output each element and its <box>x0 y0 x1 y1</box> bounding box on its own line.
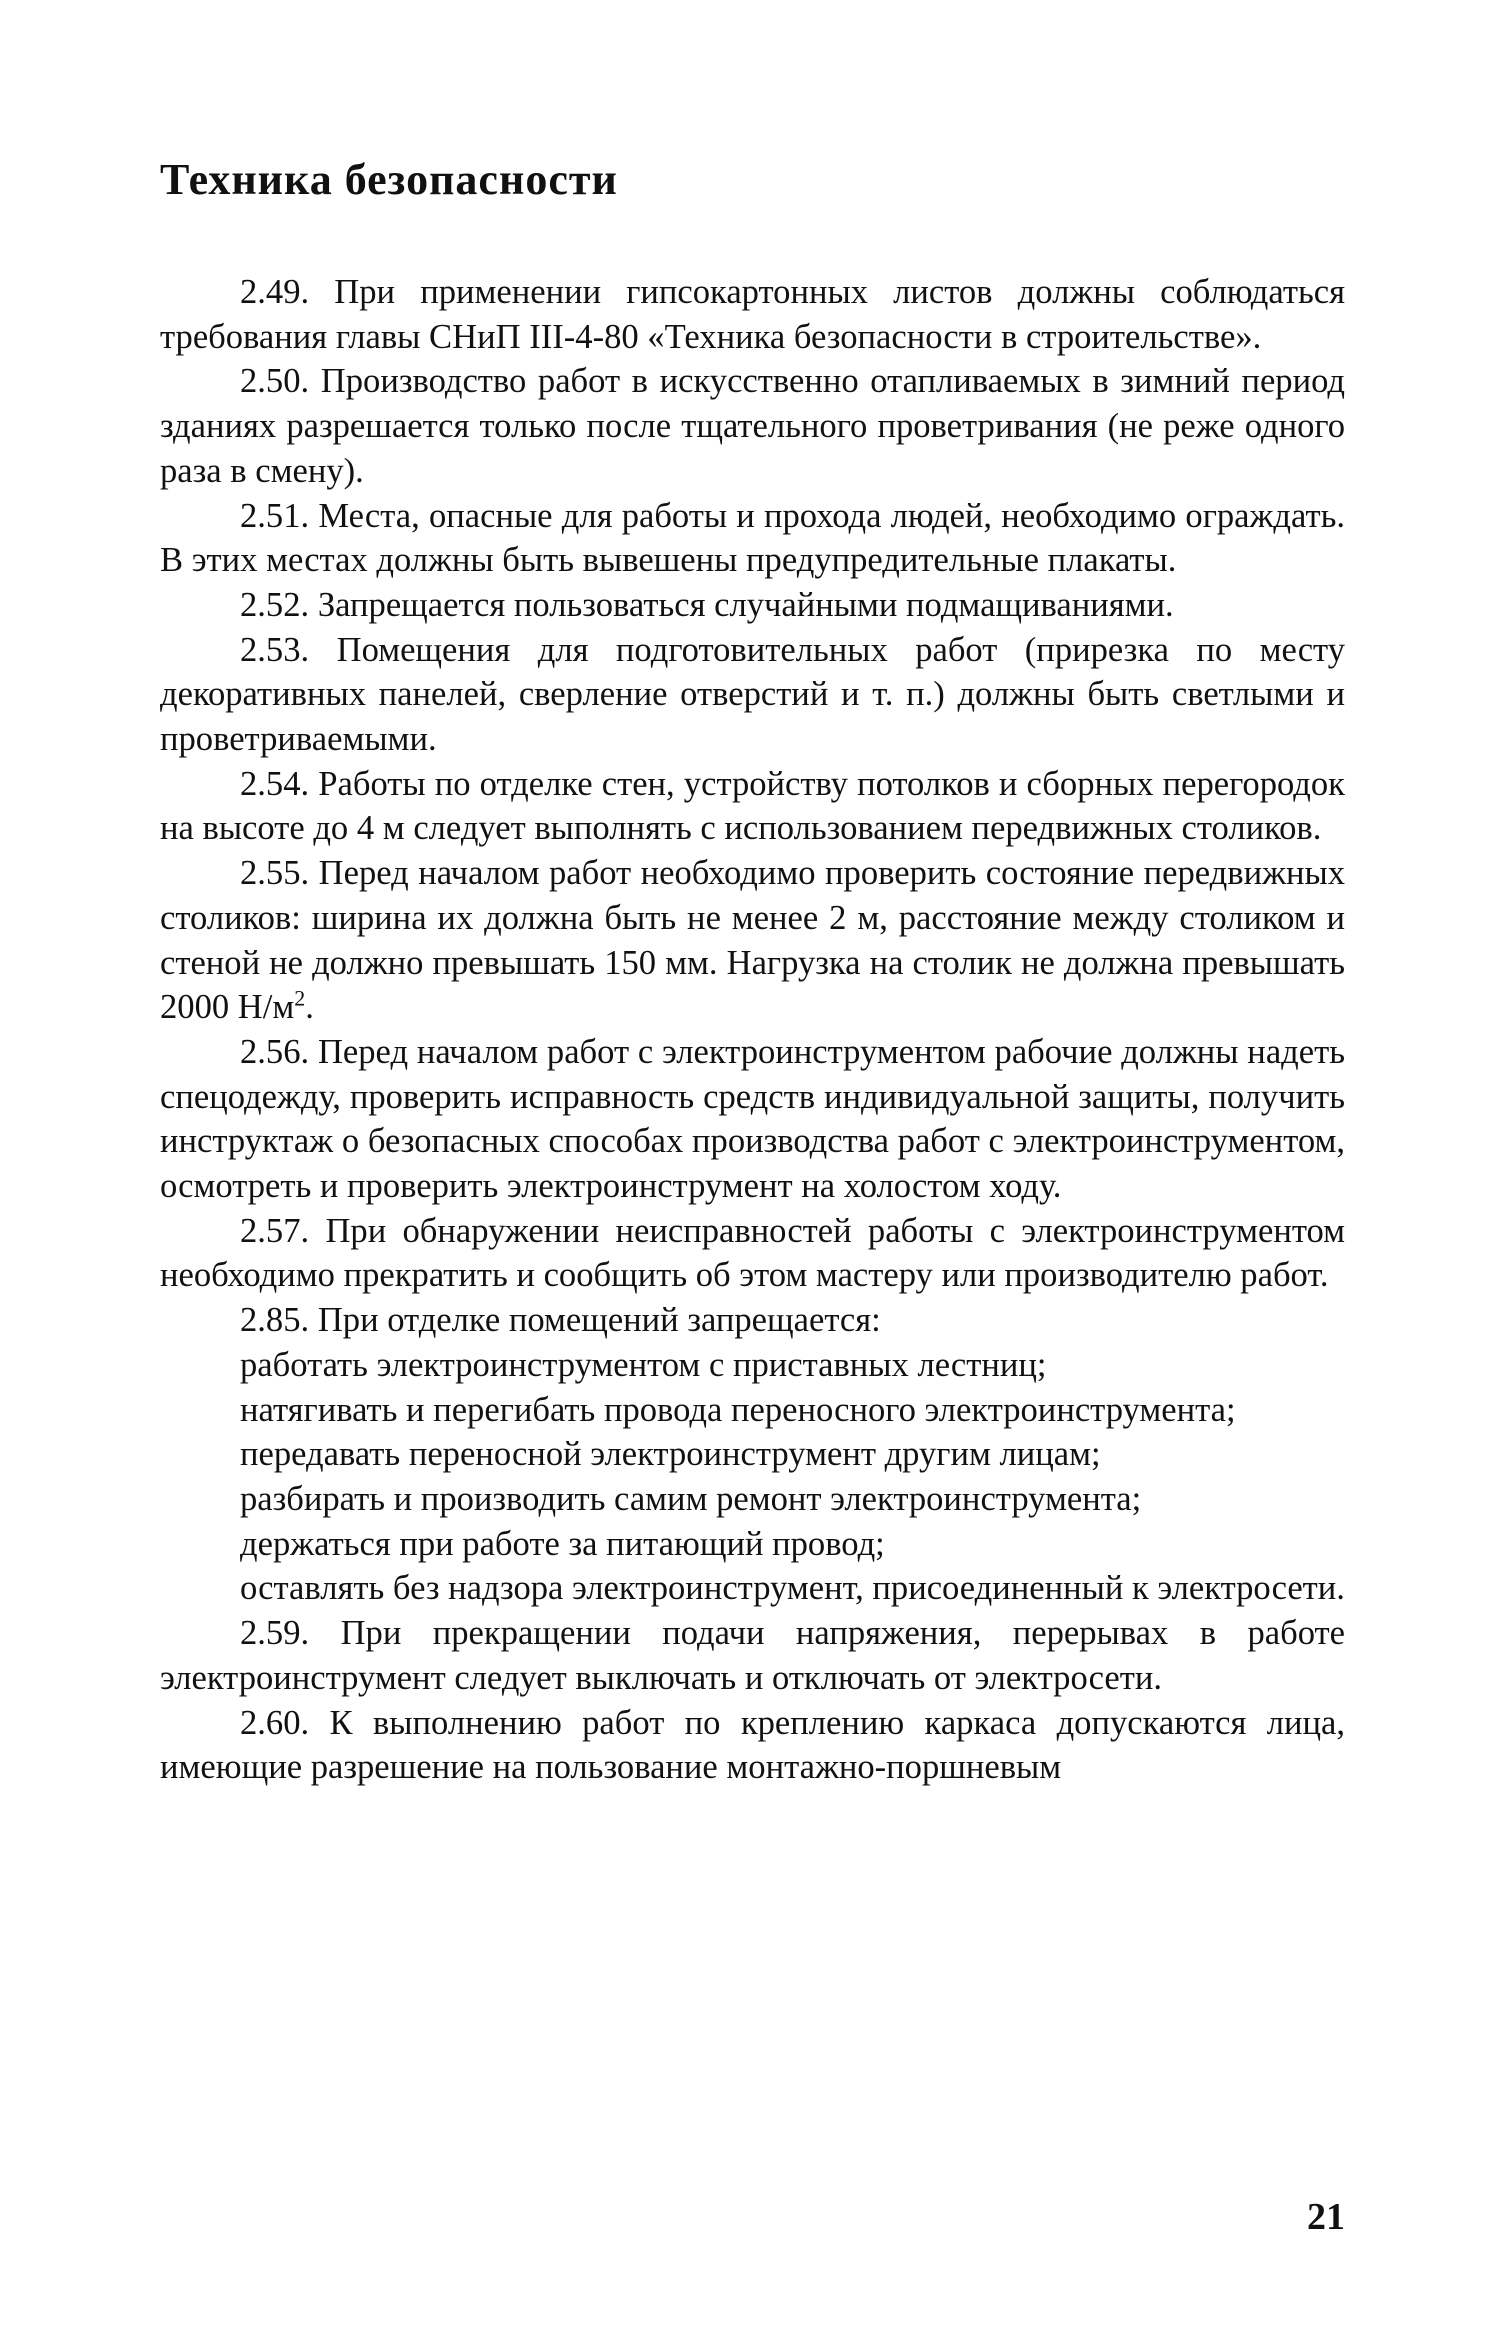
paragraph-number: 2.60. <box>240 1703 310 1742</box>
paragraph-text: При применении гипсокартонных листов должны соблюдаться требования главы СНиП III-4-80 «Техника безопасности в строительстве». <box>160 273 1345 356</box>
paragraph-text: При обнаружении неисправностей работы с электроинструментом необходимо прекратить и сообщить об этом мастеру или производителю работ. <box>160 1211 1345 1295</box>
paragraph-number: 2.85. <box>240 1301 310 1340</box>
paragraph-text: Запрещается пользоваться случайными подмащиваниями. <box>317 585 1174 624</box>
paragraph-text: Производство работ в искусственно отапливаемых в зимний период зданиях разрешается только после тщательного проветривания (не реже одного раза в смену). <box>160 362 1345 490</box>
list-item: работать электроинструментом с приставных лестниц; <box>240 1345 1047 1384</box>
paragraph-text: К выполнению работ по креплению каркаса допускаются лица, имеющие разрешение на пользование монтажно-поршневым <box>160 1703 1345 1787</box>
paragraph-text: Помещения для подготовительных работ (прирезка по месту декоративных панелей, сверление отверстий и т. п.) должны быть светлыми и проветриваемыми. <box>160 630 1345 759</box>
body-text <box>160 270 1345 1790</box>
paragraph-number: 2.55. <box>240 854 310 893</box>
list-item: оставлять без надзора электроинструмент, присоединенный к электросети. <box>240 1569 1345 1608</box>
paragraph-2-54 <box>160 762 1345 851</box>
paragraph-text: При прекращении подачи напряжения, перерывах в работе электроинструмент следует выключать и отключать от электросети. <box>160 1614 1345 1697</box>
paragraph-text: Места, опасные для работы и прохода людей, необходимо ограждать. В этих местах должны быть вывешены предупредительные плакаты. <box>160 496 1345 580</box>
paragraph-2-57 <box>160 1209 1345 1298</box>
paragraph-2-50 <box>160 359 1345 493</box>
page-number: 21 <box>1307 2196 1345 2238</box>
paragraph-number: 2.50. <box>240 362 310 401</box>
paragraph-2-56 <box>160 1030 1345 1209</box>
list-item: натягивать и перегибать провода переносного электроинструмента; <box>240 1390 1236 1429</box>
list-item: передавать переносной электроинструмент другим лицам; <box>240 1435 1101 1474</box>
paragraph-number: 2.49. <box>240 273 310 311</box>
superscript: 2 <box>294 985 306 1011</box>
paragraph-2-53 <box>160 628 1345 762</box>
paragraph-number: 2.53. <box>240 630 310 669</box>
paragraph-number: 2.59. <box>240 1614 310 1653</box>
list-item: держаться при работе за питающий провод; <box>240 1524 885 1563</box>
paragraph-number: 2.54. <box>240 764 310 803</box>
paragraph-text: Работы по отделке стен, устройству потолков и сборных перегородок на высоте до 4 м следует выполнять с использованием передвижных столиков. <box>160 764 1345 848</box>
paragraph-number: 2.57. <box>240 1211 310 1250</box>
paragraph-text: При отделке помещений запрещается: <box>317 1301 881 1340</box>
paragraph-2-49 <box>160 270 1345 359</box>
paragraph-2-60 <box>160 1701 1345 1790</box>
paragraph-tail: . <box>305 988 314 1027</box>
list-item: разбирать и производить самим ремонт электроинструмента; <box>240 1479 1142 1518</box>
paragraph-2-85 <box>160 1298 1345 1343</box>
paragraph-2-59 <box>160 1611 1345 1700</box>
paragraph-text: Перед началом работ необходимо проверить состояние передвижных столиков: ширина их должна быть не менее 2 м, расстояние между столиком и стеной не должно превышать 150 мм. Нагрузка на столик не должна превышать 2000 Н/м <box>160 854 1345 1027</box>
paragraph-text: Перед началом работ с электроинструментом рабочие должны надеть спецодежду, проверить исправность средств индивидуальной защиты, получить инструктаж о безопасных способах производства работ с электроинструментом, осмотреть и проверить электроинструмент на холостом ходу. <box>160 1032 1345 1206</box>
document-page <box>160 150 1345 1790</box>
paragraph-number: 2.52. <box>240 585 310 624</box>
paragraph-number: 2.56. <box>240 1032 310 1071</box>
paragraph-2-55 <box>160 851 1345 1030</box>
paragraph-number: 2.51. <box>240 496 310 535</box>
section-heading: Техника безопасности <box>160 155 618 204</box>
paragraph-2-52 <box>160 583 1345 628</box>
paragraph-2-51 <box>160 494 1345 583</box>
